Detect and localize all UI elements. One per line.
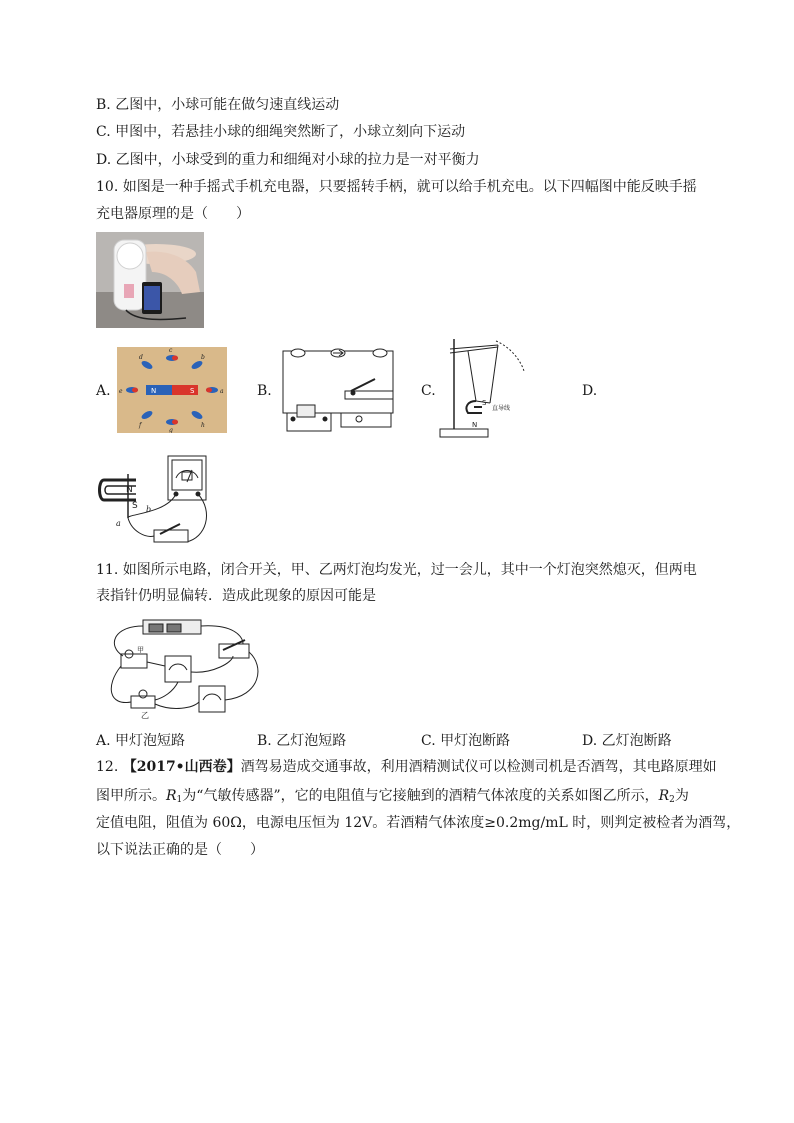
point-a: a	[220, 388, 224, 395]
q12-stem-line3: 定值电阻，阻值为 60Ω，电源电压恒为 12V。若酒精气体浓度≥0.2mg/mL 时，则判定被检者为酒驾，	[96, 815, 741, 831]
q11-option-a: A. 甲灯泡短路	[96, 733, 186, 749]
q10-stem-line2: 充电器原理的是（ ）	[96, 206, 250, 222]
q12-stem-line2	[96, 786, 689, 810]
point-h: h	[201, 422, 205, 429]
q12-line1-text: 酒驾易造成交通事故，利用酒精测试仪可以检测司机是否酒驾，其电路原理如	[240, 759, 717, 775]
q11-option-b: B. 乙灯泡短路	[257, 733, 347, 749]
point-b: b	[201, 354, 205, 361]
q11-option-c: C. 甲灯泡断路	[421, 733, 511, 749]
q10-label-a: A.	[96, 383, 111, 399]
q10-label-b: B.	[257, 383, 272, 399]
point-e: e	[119, 388, 123, 395]
point-g: g	[169, 427, 173, 433]
q12-number: 12.	[96, 759, 123, 775]
q10-stem-line1: 10. 如图是一种手摇式手机充电器，只要摇转手柄，就可以给手机充电。以下四幅图中能反映手摇	[96, 179, 697, 195]
magnet-s-label-d: S	[132, 501, 138, 511]
q9-option-b: B. 乙图中，小球可能在做匀速直线运动	[96, 97, 340, 113]
q12-line2-c: 为	[674, 788, 689, 804]
point-a-d: a	[116, 519, 121, 528]
two-bulb-circuit-figure	[103, 616, 265, 722]
r2-symbol: R	[658, 788, 670, 804]
point-b-d: b	[146, 505, 152, 514]
magnet-s-label: S	[190, 387, 195, 395]
q12-stem-line1	[96, 757, 717, 777]
galvanometer-magnet-figure	[96, 452, 214, 548]
q9-option-d: D. 乙图中，小球受到的重力和细绳对小球的拉力是一对平衡力	[96, 152, 480, 168]
q12-line2-b: 为“气敏传感器”，它的电阻值与它接触到的酒精气体浓度的关系如图乙所示，	[182, 788, 659, 804]
hand-crank-charger-photo	[96, 232, 204, 328]
bar-magnet-compass-figure	[117, 347, 227, 433]
q10-label-c: C.	[421, 383, 436, 399]
straight-wire-label: 直导线	[492, 405, 511, 412]
circuit-switch-figure	[279, 343, 397, 435]
q10-label-d: D.	[582, 383, 598, 399]
magnet-s-label-c: S	[482, 399, 487, 407]
q11-stem-line2: 表指针仍明显偏转．造成此现象的原因可能是	[96, 588, 376, 604]
wire-magnet-stand-figure	[438, 337, 528, 441]
r2-subscript: 2	[669, 795, 675, 805]
q12-source: 【2017•山西卷】	[122, 759, 241, 775]
q9-option-c: C. 甲图中，若悬挂小球的细绳突然断了，小球立刻向下运动	[96, 124, 466, 140]
magnet-north-half	[146, 385, 172, 395]
point-c: c	[169, 347, 173, 354]
magnet-n-label-d: N	[126, 485, 133, 495]
point-d: d	[139, 354, 143, 361]
r1-symbol: R	[166, 788, 177, 804]
point-f: f	[139, 422, 142, 429]
r1-subscript: 1	[176, 795, 183, 805]
q12-stem-line4: 以下说法正确的是（ ）	[96, 842, 264, 858]
q11-stem-line1: 11. 如图所示电路，闭合开关，甲、乙两灯泡均发光，过一会儿，其中一个灯泡突然熄灭，但两电	[96, 562, 697, 578]
q11-option-d: D. 乙灯泡断路	[582, 733, 672, 749]
magnet-n-label-c: N	[472, 421, 478, 429]
magnet-n-label: N	[151, 387, 157, 395]
bulb-jia-label: 甲	[137, 646, 144, 654]
q12-line2-a: 图甲所示。	[96, 788, 166, 804]
bulb-yi-label: 乙	[141, 711, 149, 720]
